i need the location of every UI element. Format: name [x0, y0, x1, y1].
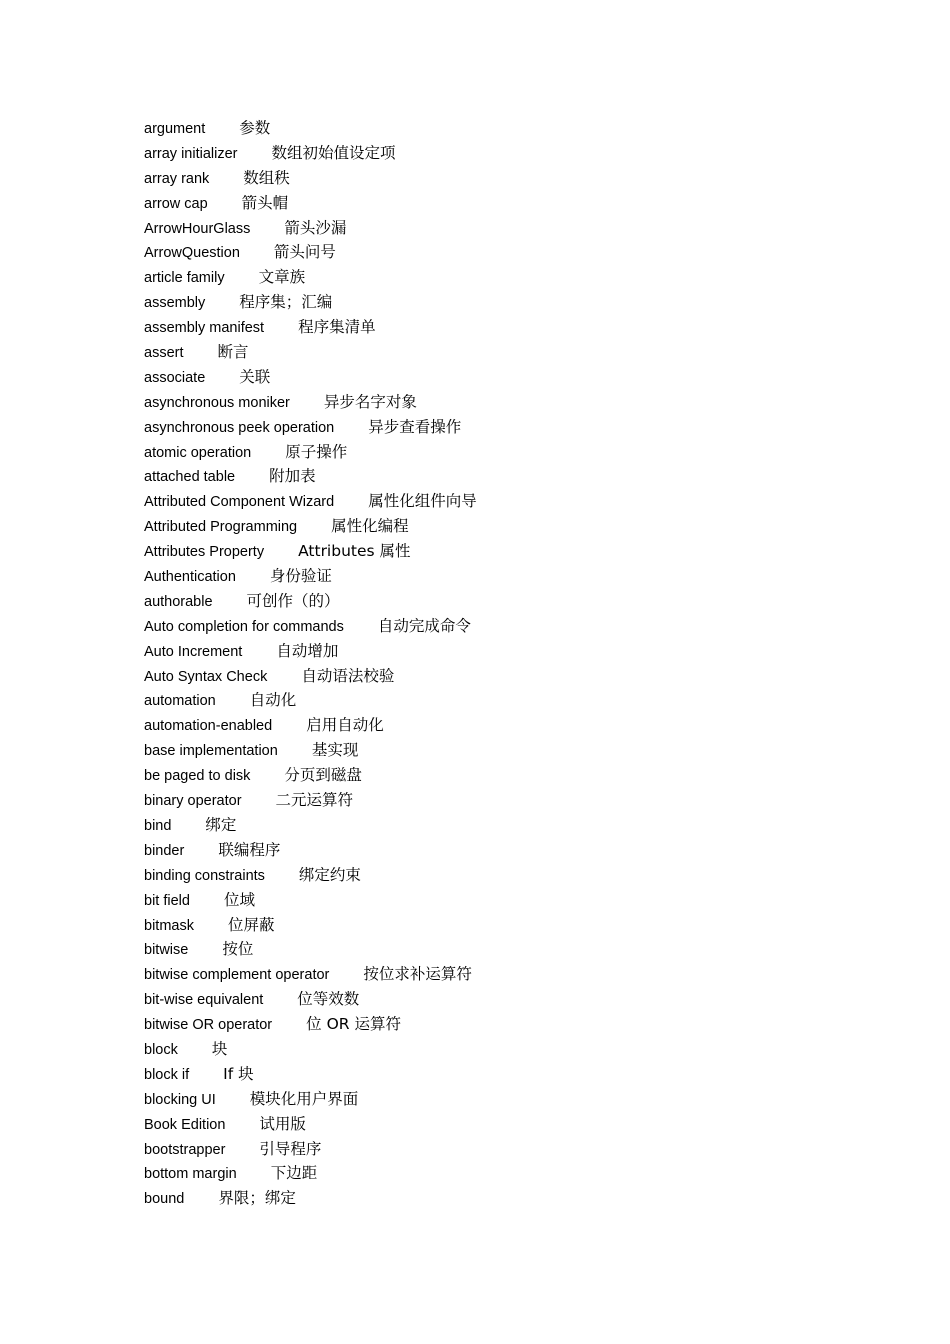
glossary-entry — [144, 539, 844, 564]
entry-meaning: 可创作（的） — [246, 591, 340, 610]
glossary-list — [144, 116, 844, 1211]
glossary-entry — [144, 863, 844, 888]
glossary-entry — [144, 913, 844, 938]
entry-meaning: 身份验证 — [269, 567, 332, 586]
entry-term: bind — [144, 817, 172, 834]
entry-meaning: 模块化用户界面 — [249, 1089, 359, 1108]
entry-meaning: 异步查看操作 — [368, 417, 462, 436]
entry-term: block — [144, 1041, 178, 1058]
entry-meaning: 属性化组件向导 — [368, 492, 477, 511]
glossary-entry — [144, 1037, 844, 1062]
glossary-entry — [144, 614, 844, 639]
entry-term: automation-enabled — [144, 718, 273, 735]
entry-term: Attributed Component Wizard — [144, 494, 335, 511]
glossary-entry — [144, 813, 844, 838]
entry-term: Attributes Property — [144, 544, 265, 561]
glossary-entry — [144, 1062, 844, 1087]
entry-meaning: 块 — [211, 1039, 228, 1058]
glossary-entry — [144, 987, 844, 1012]
entry-meaning: 启用自动化 — [306, 716, 384, 735]
entry-term: bit field — [144, 892, 190, 909]
entry-term: article family — [144, 270, 225, 287]
glossary-entry — [144, 464, 844, 489]
entry-meaning: 联编程序 — [218, 840, 281, 859]
entry-meaning: 参数 — [239, 119, 271, 137]
entry-meaning: 断言 — [217, 343, 249, 362]
glossary-entry — [144, 415, 844, 440]
entry-meaning: 分页到磁盘 — [284, 766, 362, 785]
entry-meaning: 自动语法校验 — [301, 666, 395, 685]
glossary-entry — [144, 713, 844, 738]
entry-term: assembly manifest — [144, 320, 265, 337]
entry-term: binding constraints — [144, 867, 265, 884]
entry-meaning: 试用版 — [259, 1114, 306, 1133]
glossary-entry — [144, 1186, 844, 1211]
glossary-entry — [144, 440, 844, 465]
entry-meaning: If 块 — [223, 1064, 254, 1083]
entry-meaning: 位屏蔽 — [227, 915, 275, 934]
entry-term: associate — [144, 369, 206, 386]
entry-meaning: 箭头沙漏 — [284, 218, 347, 237]
entry-term: ArrowHourGlass — [144, 220, 251, 237]
entry-meaning: 二元运算符 — [275, 791, 354, 810]
entry-term: block if — [144, 1066, 190, 1083]
glossary-entry — [144, 639, 844, 664]
glossary-entry — [144, 265, 844, 290]
glossary-entry — [144, 589, 844, 614]
entry-meaning: 自动化 — [249, 691, 297, 710]
entry-term: blocking UI — [144, 1091, 216, 1108]
glossary-entry — [144, 738, 844, 763]
entry-term: Book Edition — [144, 1116, 226, 1133]
glossary-entry — [144, 1161, 844, 1186]
glossary-entry — [144, 514, 844, 539]
glossary-entry — [144, 340, 844, 365]
entry-term: Auto completion for commands — [144, 618, 344, 635]
glossary-entry — [144, 838, 844, 863]
entry-term: base implementation — [144, 743, 278, 760]
entry-term: assert — [144, 345, 184, 362]
entry-term: assembly — [144, 295, 206, 312]
entry-term: argument — [144, 121, 206, 137]
entry-meaning: 基实现 — [311, 741, 359, 760]
entry-term: attached table — [144, 469, 236, 486]
glossary-entry — [144, 365, 844, 390]
entry-meaning: 自动增加 — [276, 641, 339, 660]
glossary-entry — [144, 315, 844, 340]
entry-term: be paged to disk — [144, 768, 251, 785]
entry-meaning: 位 OR 运算符 — [306, 1015, 401, 1034]
entry-meaning: 按位 — [222, 940, 254, 959]
entry-meaning: 异步名字对象 — [323, 392, 417, 411]
entry-term: bound — [144, 1191, 185, 1208]
entry-meaning: 下边距 — [270, 1164, 318, 1183]
entry-term: Authentication — [144, 569, 236, 586]
entry-term: automation — [144, 693, 216, 710]
entry-meaning: 箭头问号 — [273, 243, 336, 262]
entry-meaning: 引导程序 — [259, 1139, 322, 1158]
entry-meaning: 关联 — [239, 367, 271, 386]
entry-term: ArrowQuestion — [144, 245, 240, 262]
entry-term: authorable — [144, 593, 213, 610]
glossary-entry — [144, 788, 844, 813]
glossary-entry — [144, 1087, 844, 1112]
glossary-entry — [144, 564, 844, 589]
entry-meaning: 程序集；汇编 — [239, 293, 333, 312]
entry-meaning: 按位求补运算符 — [363, 965, 472, 984]
glossary-entry — [144, 116, 844, 141]
entry-term: Auto Increment — [144, 643, 243, 660]
entry-meaning: 数组初始值设定项 — [271, 143, 396, 162]
entry-term: array initializer — [144, 145, 238, 162]
entry-term: atomic operation — [144, 444, 252, 461]
glossary-entry — [144, 888, 844, 913]
entry-term: bit-wise equivalent — [144, 992, 264, 1009]
entry-meaning: 箭头帽 — [241, 193, 289, 212]
glossary-entry — [144, 216, 844, 241]
entry-meaning: Attributes 属性 — [298, 542, 411, 561]
entry-term: bitwise complement operator — [144, 967, 330, 984]
glossary-entry — [144, 1012, 844, 1037]
entry-meaning: 附加表 — [269, 467, 316, 486]
entry-term: bitmask — [144, 917, 194, 934]
entry-term: bitwise — [144, 942, 189, 959]
glossary-entry — [144, 688, 844, 713]
glossary-entry — [144, 1137, 844, 1162]
entry-term: arrow cap — [144, 195, 208, 212]
entry-meaning: 界限；绑定 — [218, 1189, 296, 1208]
entry-meaning: 原子操作 — [285, 442, 348, 461]
glossary-entry — [144, 489, 844, 514]
glossary-entry — [144, 1112, 844, 1137]
entry-meaning: 属性化编程 — [331, 517, 409, 536]
entry-term: binary operator — [144, 793, 242, 810]
entry-term: array rank — [144, 170, 210, 187]
glossary-entry — [144, 937, 844, 962]
entry-meaning: 位域 — [223, 890, 255, 909]
entry-meaning: 绑定 — [205, 815, 237, 834]
entry-term: bottom margin — [144, 1166, 237, 1183]
glossary-entry — [144, 664, 844, 689]
glossary-entry — [144, 962, 844, 987]
entry-term: bitwise OR operator — [144, 1017, 273, 1034]
glossary-entry — [144, 191, 844, 216]
entry-term: asynchronous moniker — [144, 394, 290, 411]
entry-term: asynchronous peek operation — [144, 419, 335, 436]
glossary-entry — [144, 290, 844, 315]
glossary-entry — [144, 166, 844, 191]
entry-term: Attributed Programming — [144, 519, 298, 536]
glossary-entry — [144, 763, 844, 788]
entry-meaning: 绑定约束 — [298, 865, 361, 884]
entry-term: binder — [144, 842, 185, 859]
entry-meaning: 自动完成命令 — [377, 616, 471, 635]
glossary-entry — [144, 240, 844, 265]
glossary-entry — [144, 390, 844, 415]
entry-meaning: 数组秩 — [243, 168, 290, 187]
entry-term: bootstrapper — [144, 1141, 226, 1158]
entry-term: Auto Syntax Check — [144, 668, 268, 685]
glossary-entry — [144, 141, 844, 166]
entry-meaning: 位等效数 — [297, 990, 360, 1009]
entry-meaning: 文章族 — [258, 268, 306, 287]
entry-meaning: 程序集清单 — [298, 318, 376, 337]
